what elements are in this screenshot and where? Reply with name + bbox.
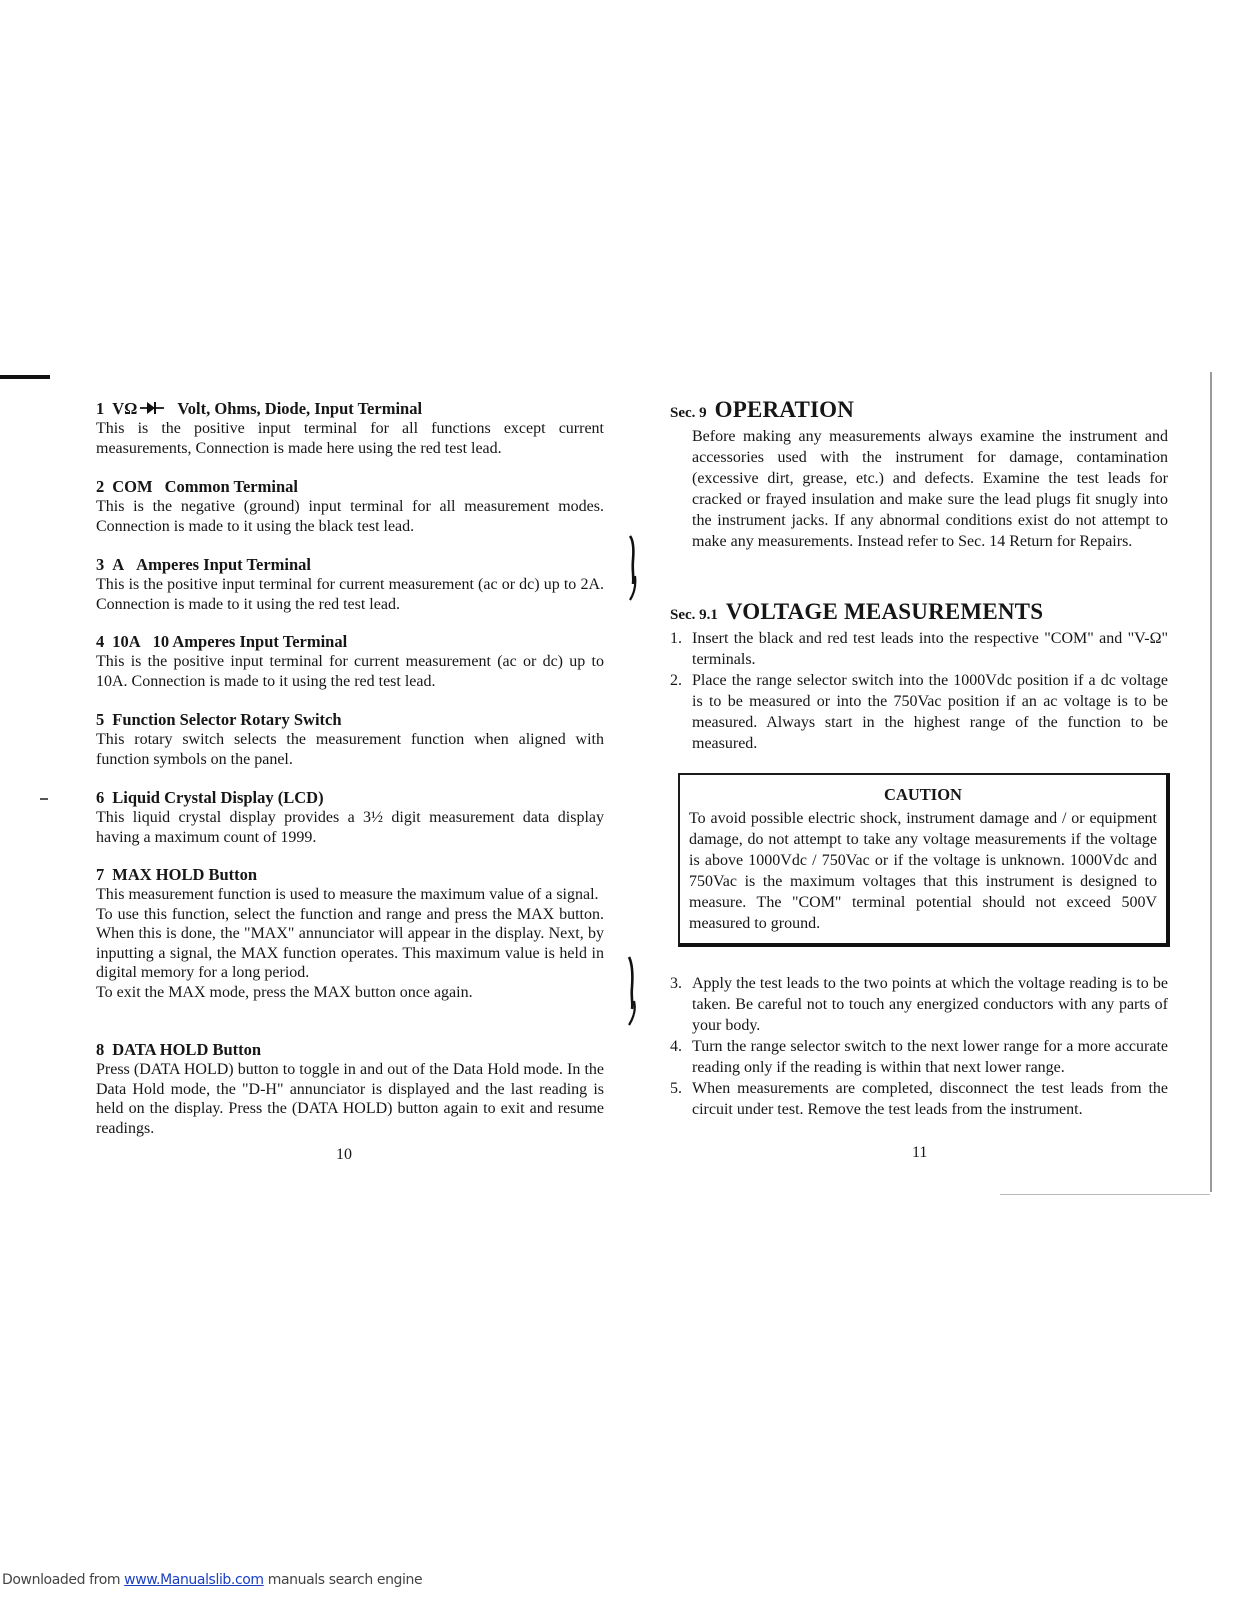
caution-box (678, 773, 1170, 947)
entry-title: Function Selector Rotary Switch (112, 710, 342, 729)
entry-abbr: A (112, 555, 125, 574)
entry-abbr: COM (112, 477, 153, 496)
entry-abbr: 10A (112, 632, 141, 651)
entry-heading (96, 865, 604, 885)
section-heading-voltage (670, 599, 1043, 626)
step-number: 3. (670, 975, 682, 992)
entry-heading (96, 1040, 604, 1060)
entry-body (96, 652, 604, 691)
footer-prefix: Downloaded from (2, 1572, 125, 1588)
step-text: When measurements are completed, disconnect the test leads from the circuit under test. Remove the test leads from the instrument. (692, 1080, 1168, 1118)
entry-heading (96, 788, 604, 808)
list-item (670, 1036, 1168, 1078)
entry-title: Volt, Ohms, Diode, Input Terminal (177, 399, 423, 418)
list-item (670, 973, 1168, 1036)
step-number: 2. (670, 672, 682, 689)
list-item (670, 628, 1168, 670)
step-text: Insert the black and red test leads into the respective "COM" and "V-Ω" terminals. (692, 630, 1168, 668)
entry-paragraph: This is the positive input terminal for all functions except current measurements, Connection is made here using the red test lead. (96, 420, 604, 457)
caution-title: CAUTION (884, 785, 962, 804)
step-number: 4. (670, 1038, 682, 1055)
step-number: 1. (670, 630, 682, 647)
entry-body (96, 419, 604, 458)
entry-paragraph: To exit the MAX mode, press the MAX button once again. (96, 983, 473, 1001)
page-number: 11 (912, 1144, 928, 1161)
entry-heading (96, 399, 604, 419)
entry-number: 8 (96, 1040, 105, 1059)
function-entry-6 (96, 788, 604, 847)
terminal-entry-2 (96, 477, 604, 536)
section-label: Sec. 9 (670, 405, 707, 421)
entry-number: 7 (96, 865, 105, 884)
section-heading-operation (670, 397, 854, 424)
entry-heading (96, 632, 604, 652)
voltage-steps-list (670, 628, 1168, 754)
step-number: 5. (670, 1080, 682, 1097)
entry-title: 10 Amperes Input Terminal (152, 632, 348, 651)
entry-number: 6 (96, 788, 105, 807)
entry-title: MAX HOLD Button (112, 865, 258, 884)
function-entry-8 (96, 1040, 604, 1138)
manualslib-link[interactable]: www.Manualslib.com (124, 1572, 264, 1588)
operation-paragraph: Before making any measurements always examine the instrument and accessories used with the instrument for damage, contamination (excessive dirt, grease, etc.) and defects. Examine the test leads for cracked or frayed insulation and make sure the lead plugs fit snugly into the instrument jacks. If any abnormal conditions exist do not attempt to make any measurements. Instead refer to Sec. 14 Return for Repairs. (692, 428, 1168, 550)
entry-body (96, 1060, 604, 1138)
entry-paragraph: To use this function, select the function and range and press the MAX button. When this is done, the "MAX" annunciator will appear in the display. Next, by inputting a signal, the MAX function operates. This maximum value is held in digital memory for a long period. (96, 905, 604, 981)
entry-title: Common Terminal (164, 477, 298, 496)
entry-title: Liquid Crystal Display (LCD) (112, 788, 324, 807)
entry-paragraph: This rotary switch selects the measurement function when aligned with function symbols on the panel. (96, 731, 604, 768)
caution-text: To avoid possible electric shock, instrument damage and / or equipment damage, do not attempt to take any voltage measurements if the voltage is above 1000Vdc / 750Vac or if the voltage is unknown. 1000Vdc and 750Vac is the maximum voltages that this instrument is designed to measure. The "COM" terminal potential should not exceed 500V measured to ground. (689, 810, 1157, 932)
entry-body (96, 730, 604, 769)
entry-number: 5 (96, 710, 105, 729)
entry-heading (96, 477, 604, 497)
list-item (670, 1078, 1168, 1120)
entry-title: DATA HOLD Button (112, 1040, 262, 1059)
entry-paragraph: This measurement function is used to measure the maximum value of a signal. (96, 886, 599, 903)
voltage-steps-list-continued (670, 973, 1168, 1120)
section-title: OPERATION (714, 397, 855, 422)
entry-paragraph: This is the negative (ground) input terminal for all measurement modes. Connection is made to it using the black test lead. (96, 498, 604, 535)
entry-paragraph: This liquid crystal display provides a 3½ digit measurement data display having a maximum count of 1999. (96, 809, 604, 846)
page-number: 10 (336, 1146, 352, 1163)
function-entry-7 (96, 865, 604, 1002)
step-text: Place the range selector switch into the 1000Vdc position if a dc voltage is to be measured or into the 750Vac position if an ac voltage is to be measured. Always start in the highest range of the function to be measured. (692, 672, 1168, 752)
entry-paragraph: Press (DATA HOLD) button to toggle in and out of the Data Hold mode. In the Data Hold mode, the "D-H" annunciator is displayed and the last reading is held on the display. Press the (DATA HOLD) button again to exit and resume readings. (96, 1061, 604, 1137)
entry-body (96, 885, 604, 1002)
entry-number: 4 (96, 632, 105, 651)
section-label: Sec. 9.1 (670, 607, 718, 623)
step-text: Turn the range selector switch to the next lower range for a more accurate reading only if the reading is within that next lower range. (692, 1038, 1168, 1076)
terminal-entry-1 (96, 399, 604, 458)
entry-number: 1 (96, 399, 105, 418)
step-text: Apply the test leads to the two points at which the voltage reading is to be taken. Be careful not to touch any energized conductors with any parts of your body. (692, 975, 1168, 1034)
entry-number: 2 (96, 477, 105, 496)
left-page (0, 0, 618, 1600)
footer-suffix: manuals search engine (263, 1572, 423, 1588)
diode-icon (139, 401, 165, 415)
terminal-entry-4 (96, 632, 604, 691)
entry-number: 3 (96, 555, 105, 574)
entry-body (96, 575, 604, 614)
entry-heading (96, 555, 604, 575)
entry-heading (96, 710, 604, 730)
section-title: VOLTAGE MEASUREMENTS (725, 599, 1044, 624)
entry-body (96, 497, 604, 536)
function-entry-5 (96, 710, 604, 769)
entry-title: Amperes Input Terminal (136, 555, 311, 574)
entry-paragraph: This is the positive input terminal for current measurement (ac or dc) up to 10A. Connection is made to it using the red test lead. (96, 653, 604, 690)
entry-paragraph: This is the positive input terminal for current measurement (ac or dc) up to 2A. Connection is made to it using the red test lead. (96, 576, 604, 613)
list-item (670, 670, 1168, 754)
entry-body (96, 808, 604, 847)
terminal-entry-3 (96, 555, 604, 614)
download-footer (2, 1572, 422, 1588)
entry-abbr: VΩ (112, 399, 165, 418)
right-page (618, 0, 1237, 1600)
